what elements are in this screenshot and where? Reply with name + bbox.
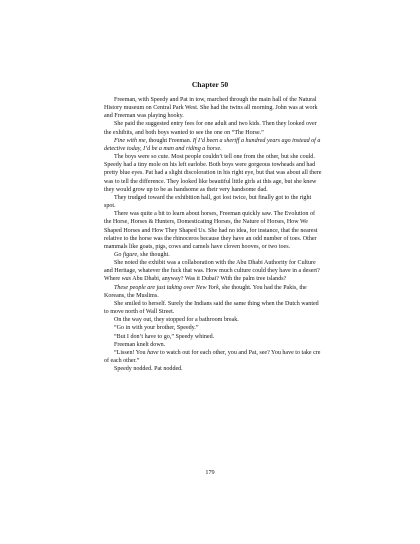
italic-text: have: [147, 349, 159, 356]
text-run: Freeman, with Speedy and Pat in tow, marched through the main hall of the Natural History museum on Central Park West. She had the twins all morning. John was at work and Freeman was playing hooky.: [104, 97, 318, 120]
paragraph: [104, 194, 322, 210]
paragraph: [104, 365, 322, 373]
paragraph: [104, 333, 322, 341]
paragraph: [104, 316, 322, 324]
paragraph: [104, 153, 322, 194]
chapter-body: [104, 96, 322, 373]
paragraph: [104, 137, 322, 153]
text-run: Speedy nodded. Pat nodded.: [114, 366, 183, 373]
chapter-title: Chapter 50: [191, 80, 229, 89]
italic-text: These people are just taking over New York: [114, 284, 219, 291]
text-run: to watch out for each other, you and Pat, see? You have to take cre of each other.”: [104, 349, 321, 364]
paragraph: [104, 324, 322, 332]
text-run: They trudged toward the exhibition hall, got lost twice, but finally got to the right spot.: [104, 194, 312, 210]
text-run: “Lissen! You: [114, 349, 148, 356]
paragraph: [104, 210, 322, 251]
page-number: 179: [205, 469, 215, 476]
text-run: Abu Dhabi, anyway? Was it Dubai? With the palm tree islands?: [131, 276, 287, 283]
text-run: , thought Freeman.: [145, 137, 193, 144]
paragraph: [104, 284, 322, 300]
text-run: There was quite a bit to learn about horses, Freeman quickly saw. The Evolution of the Horse, Horses & Hunters, Domesticating Horses, the Nature of Horses, How We Shaped Horses and How They Shaped Us. She had no idea, for instance, that the nearest relative to the horse was the rhinoceros because they have an odd number of toes. Other mammals like goats, pigs, cows and camels have cloven hooves, or two toes.: [104, 211, 318, 250]
paragraph: [104, 341, 322, 349]
paragraph: [104, 251, 322, 259]
italic-text: was: [121, 276, 132, 283]
text-run: , she thought.: [137, 251, 170, 258]
text-run: The boys were so cute. Most people couldn’t tell one from the other, but she could. Speedy had a tiny mole on his left earlobe. Both boys were gorgeous towheads and had pretty blue eyes. Pat had a slight discoloration in his right eye, but that was about all there was to tell the difference. They looked like beautiful little girls at this age, but she knew they would grow up to be as handsome as their very handsome dad.: [104, 154, 322, 193]
text-run: “But I don’t have to go,” Speedy whined.: [114, 333, 215, 340]
text-run: , she thought. You had the Pakis, the Koreans, the Muslims.: [104, 284, 307, 299]
text-run: On the way out, they stopped for a bathroom break.: [114, 317, 239, 324]
italic-text: Go figure: [114, 251, 138, 258]
text-run: She smiled to herself. Surely the Indians said the same thing when the Dutch wanted to move north of Wall Street.: [104, 300, 319, 316]
paragraph: [104, 349, 322, 365]
paragraph: [104, 96, 322, 120]
italic-text: If I’d been a sheriff a hundred years ago instead of a detective today, I’d be a man and riding a horse.: [104, 137, 321, 152]
paragraph: [104, 120, 322, 136]
italic-text: Fine with me: [114, 137, 146, 144]
text-run: “Go in with your brother, Speedy.”: [114, 325, 199, 332]
paragraph: [104, 259, 322, 283]
text-run: Freeman knelt down.: [114, 341, 166, 348]
paragraph: [104, 300, 322, 316]
text-run: She noted the exhibit was a collaboration with the Abu Dhabi Authority for Culture and Heritage, whatever the fuck that was. How much culture could they have in a desert? Where: [104, 260, 320, 283]
text-run: She paid the suggested entry fees for one adult and two kids. Then they looked over the exhibits, and both boys wanted to see the one on “The Horse.”: [104, 121, 317, 136]
